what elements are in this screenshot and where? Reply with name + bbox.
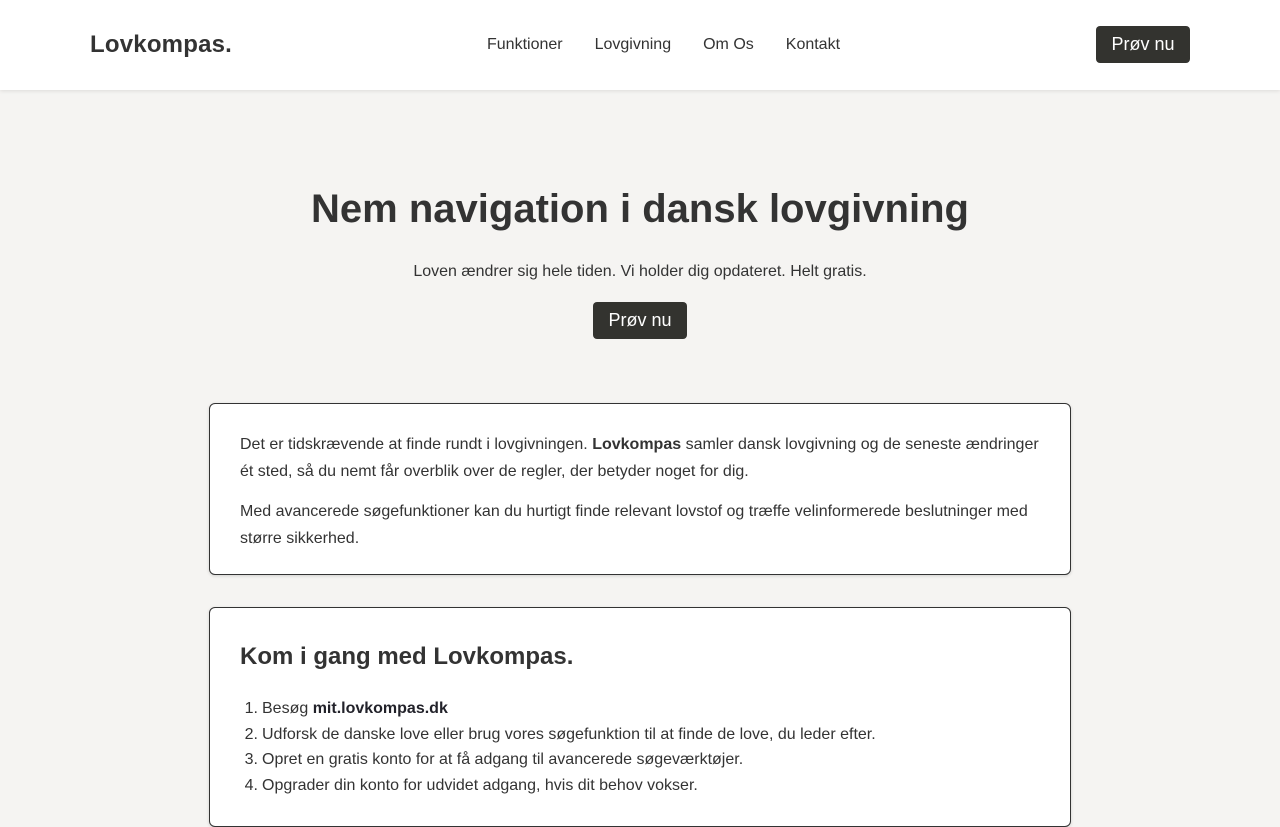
- getting-started-title: Kom i gang med Lovkompas.: [240, 643, 574, 670]
- step-text: Opgrader din konto for udvidet adgang, hvis dit behov vokser.: [262, 776, 698, 794]
- header-try-now-button[interactable]: Prøv nu: [1096, 26, 1190, 63]
- site-header: [0, 0, 1280, 90]
- step-item: [244, 722, 1040, 748]
- nav-link-lovgivning[interactable]: Lovgivning: [594, 36, 672, 53]
- intro-p1-start: Det er tidskrævende at finde rundt i lovgivningen.: [240, 436, 593, 453]
- nav-link-kontakt[interactable]: Kontakt: [785, 36, 841, 53]
- step-number: 3.: [244, 751, 258, 768]
- step-item: [244, 773, 1040, 799]
- step-number: 4.: [244, 776, 258, 794]
- step-number: 2.: [244, 725, 258, 743]
- intro-card: [209, 403, 1071, 575]
- hero-try-now-button[interactable]: Prøv nu: [593, 302, 687, 339]
- step-item: [244, 747, 1040, 773]
- step-number: 1.: [244, 700, 258, 717]
- main-nav: [487, 35, 872, 54]
- step-link[interactable]: mit.lovkompas.dk: [312, 700, 448, 717]
- site-logo[interactable]: Lovkompas.: [90, 31, 233, 58]
- intro-p1-end: samler dansk lovgivning og de seneste ændringer ét sted, så du nemt får overblik over de regler, der betyder noget for dig.: [240, 436, 1039, 480]
- step-text: Besøg: [262, 700, 313, 717]
- getting-started-card: [209, 607, 1071, 827]
- intro-paragraph-2: Med avancerede søgefunktioner kan du hurtigt finde relevant lovstof og træffe velinformerede beslutninger med større sikkerhed.: [240, 503, 1028, 547]
- hero-subtitle: Loven ændrer sig hele tiden. Vi holder dig opdateret. Helt gratis.: [413, 263, 867, 280]
- step-text: Udforsk de danske love eller brug vores søgefunktion til at finde de love, du leder efter.: [262, 725, 876, 743]
- getting-started-steps: [240, 696, 1040, 798]
- step-text: Opret en gratis konto for at få adgang til avancerede søgeværktøjer.: [262, 751, 744, 768]
- intro-brand-name: Lovkompas: [592, 436, 682, 453]
- nav-link-om-os[interactable]: Om Os: [703, 36, 754, 53]
- step-item: [244, 696, 1040, 722]
- hero-title: Nem navigation i dansk lovgivning: [311, 187, 969, 231]
- nav-link-funktioner[interactable]: Funktioner: [487, 36, 563, 53]
- intro-paragraph-1: [240, 432, 1040, 485]
